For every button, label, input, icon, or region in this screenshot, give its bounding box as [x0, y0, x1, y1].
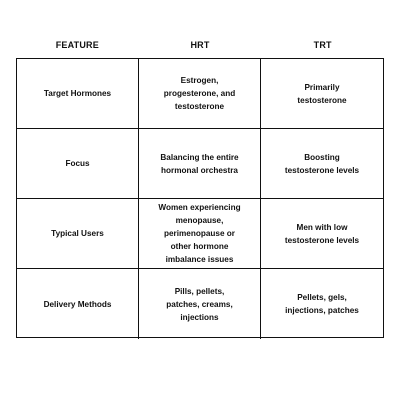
comparison-table [16, 58, 384, 338]
table-cell-hrt: Estrogen, progesterone, and testosterone [139, 59, 261, 129]
column-header-feature: FEATURE [55, 40, 99, 50]
table-cell-feature: Typical Users [17, 199, 139, 269]
table-cell-trt: Boosting testosterone levels [261, 129, 383, 199]
column-header-hrt: HRT [190, 40, 210, 50]
table-cell-trt: Primarily testosterone [261, 59, 383, 129]
table-cell-trt: Pellets, gels, injections, patches [285, 293, 359, 315]
table-cell-feature: Focus [17, 129, 139, 199]
column-header-trt: TRT [313, 40, 332, 50]
table-cell-feature: Target Hormones [17, 59, 139, 129]
table-header-row [16, 36, 384, 54]
table-cell-feature: Delivery Methods [17, 269, 139, 339]
table-cell-trt: Men with low testosterone levels [261, 199, 383, 269]
table-cell-hrt: Balancing the entire hormonal orchestra [139, 129, 261, 199]
table-cell-hrt: Pills, pellets, patches, creams, injections [139, 269, 261, 339]
table-cell-hrt: Women experiencing menopause, perimenopause or other hormone imbalance issues [139, 199, 261, 269]
